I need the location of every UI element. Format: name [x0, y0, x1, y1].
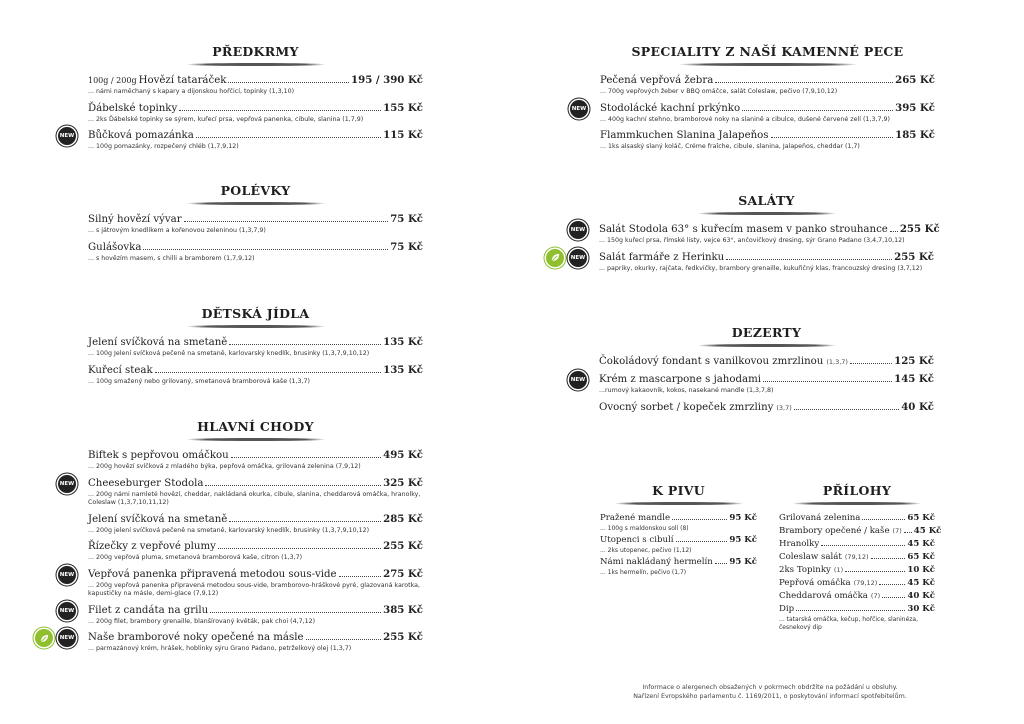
- item-price: 255 Kč: [894, 250, 934, 263]
- item-description: ... s játrovým knedlíkem a kořenovou zeleninou (1,3,7,9): [88, 227, 266, 234]
- dot-leader: [871, 558, 906, 559]
- section-title: DEZERTY: [731, 325, 802, 340]
- title-divider: [614, 502, 744, 505]
- dot-leader: [339, 576, 382, 577]
- dot-leader: [672, 519, 727, 520]
- item-line: [599, 373, 934, 386]
- item-line: [599, 401, 934, 414]
- item-price: 145 Kč: [894, 373, 934, 385]
- item-price: 495 Kč: [383, 449, 423, 461]
- menu-item: [779, 552, 935, 563]
- item-price: 95 Kč: [729, 535, 757, 545]
- item-price: 325 Kč: [383, 476, 423, 489]
- dot-leader: [796, 610, 905, 611]
- item-price: 275 Kč: [383, 567, 423, 580]
- item-description: ... 200g jelení svíčková pečeně na smetaně, karlovarský knedlík, brusinky (1,3,7,9,10,12): [88, 526, 370, 534]
- item-name: Čokoládový fondant s vanilkovou zmrzlinou: [599, 356, 824, 367]
- item-price: 75 Kč: [390, 240, 423, 253]
- item-line: [600, 535, 757, 546]
- item-line: [779, 604, 935, 615]
- item-description: ... s hovězím masem, s chilli a bramborem (1,7,9,12): [88, 254, 255, 262]
- menu-item: [600, 535, 757, 555]
- item-price: 155 Kč: [383, 101, 423, 114]
- menu-item: [88, 102, 423, 125]
- item-line: [88, 604, 423, 617]
- item-allergens: (7): [892, 527, 902, 535]
- item-price: 385 Kč: [383, 603, 423, 616]
- section-predkrmy: [59, 44, 423, 157]
- item-line: [88, 74, 423, 87]
- section-hlavni: [59, 419, 423, 659]
- item-line: [599, 223, 940, 236]
- item-name: Gulášovka: [88, 241, 142, 253]
- new-badge-icon: NEW: [570, 100, 588, 118]
- menu-item: [599, 401, 934, 414]
- dot-leader: [218, 548, 381, 549]
- item-name: Hovězí tataráček: [138, 75, 227, 86]
- section-title: PŘEDKRMY: [212, 44, 299, 59]
- item-name: Námi nakládaný hermelín: [600, 557, 713, 567]
- dot-leader: [850, 363, 892, 364]
- menu-item: [88, 213, 423, 236]
- item-description: ... 2ks utopenec, pečivo (1,12): [600, 547, 692, 554]
- menu-item: [88, 513, 423, 536]
- menu-item: [779, 565, 935, 576]
- item-price: 115 Kč: [383, 129, 423, 141]
- item-list: [570, 223, 940, 273]
- item-price: 95 Kč: [729, 557, 757, 567]
- item-description: ... 200g hovězí svíčková z mladého býka, pepřová omáčka, grilovaná zelenina (7,9,12): [88, 463, 361, 470]
- title-divider: [186, 63, 326, 66]
- menu-item: [600, 557, 757, 577]
- item-line: [600, 129, 935, 142]
- dot-leader: [862, 519, 905, 520]
- new-badge-icon: NEW: [569, 371, 587, 389]
- item-line: [88, 129, 423, 142]
- item-price: 65 Kč: [907, 513, 935, 523]
- dot-leader: [179, 110, 381, 111]
- item-line: [88, 631, 423, 644]
- item-price: 40 Kč: [901, 400, 934, 413]
- item-line: [779, 552, 935, 563]
- item-name: 2ks Topinky: [779, 565, 831, 575]
- item-price: 95 Kč: [729, 513, 757, 523]
- item-description: ... 200g vepřová panenka připravená metodou sous-vide, bramborovo-hráškové pyré, glazovaná karotka, kapustičky na másle, demi-glace (7,9,12): [88, 581, 420, 597]
- item-name: Utopenci s cibulí: [600, 535, 674, 545]
- dot-leader: [794, 409, 899, 410]
- item-name: Dip: [779, 604, 795, 614]
- dot-leader: [726, 259, 892, 260]
- item-description: ... 200g filet, brambory grenaille, blanšírovaný květák, pak choi (4,7,12): [88, 617, 316, 625]
- menu-item: [59, 603, 423, 627]
- item-list: [779, 513, 942, 632]
- item-name: Jelení svíčková na smetaně: [88, 337, 228, 348]
- dot-leader: [845, 571, 905, 572]
- menu-item: [571, 101, 935, 125]
- item-name: Jelení svíčková na smetaně: [88, 513, 228, 525]
- item-price: 255 Kč: [383, 540, 423, 552]
- new-badge-icon: NEW: [58, 602, 76, 620]
- menu-item: [570, 223, 940, 246]
- item-line: [779, 539, 935, 550]
- menu-item: [88, 336, 423, 359]
- new-badge-icon: NEW: [569, 221, 587, 239]
- item-description: ... 1ks hermelín, pečivo (1,7): [600, 569, 687, 576]
- item-description: ... papriky, okurky, rajčata, ředkvičky, brambory grenaille, kukuřičný klas, francouzský dresing (3,7,12): [599, 264, 923, 272]
- item-line: [88, 568, 423, 581]
- menu-item: [600, 129, 935, 152]
- item-description: ... 150g kuřecí prsa, římské listy, vejce 63°, ančovičkový dresing, sýr Grano Padano (3,4,7,10,12): [599, 237, 905, 244]
- new-badge-icon: NEW: [58, 629, 76, 647]
- item-name: Bůčková pomazánka: [88, 130, 194, 141]
- section-detska: [88, 306, 423, 391]
- item-line: [88, 449, 423, 462]
- item-line: [779, 526, 942, 537]
- menu-item: [570, 250, 934, 274]
- dot-leader: [676, 541, 728, 542]
- menu-item: [779, 513, 935, 524]
- menu-item: [59, 129, 423, 152]
- item-name: Pečená vepřová žebra: [600, 75, 714, 86]
- menu-item: [779, 578, 935, 589]
- item-line: [88, 364, 423, 377]
- title-divider: [186, 438, 326, 441]
- item-description: ... 2ks Ďábelské topinky se sýrem, kuřecí prsa, vepřová panenka, cibule, slanina (1,7,9): [88, 115, 364, 123]
- item-description: ... 100g pomazánky, rozpečený chléb (1,7,9,12): [88, 143, 239, 150]
- footer-line-2: Nařízení Evropského parlamentu č. 1169/2011, o poskytování informací spotřebitelům.: [633, 692, 907, 700]
- section-prilohy: [779, 483, 942, 634]
- item-line: [779, 513, 935, 524]
- item-name: Ďábelské topinky: [88, 102, 178, 114]
- item-price: 45 Kč: [907, 578, 935, 588]
- dot-leader: [904, 532, 912, 533]
- item-allergens: (3,7): [776, 403, 792, 412]
- item-name: Silný hovězí vývar: [88, 214, 182, 225]
- item-description: ...rumový kakaovník, kokos, nasekané mandle (1,3,7,8): [599, 387, 774, 394]
- menu-item: [779, 591, 935, 602]
- dot-leader: [771, 137, 894, 138]
- menu-item: [779, 526, 942, 537]
- new-badge-icon: NEW: [58, 475, 76, 493]
- item-name: Cheddarová omáčka: [779, 591, 868, 601]
- item-description: ... 100g Jelení svíčková pečeně na smetaně, karlovarský knedlík, brusinky (1,3,7,9,10,12): [88, 350, 370, 357]
- menu-item: [600, 513, 757, 533]
- item-name: Ovocný sorbet / kopeček zmrzliny: [599, 401, 774, 413]
- item-portion: 100g / 200g: [88, 76, 137, 85]
- item-name: Pepřová omáčka: [779, 578, 851, 588]
- new-badge-icon: NEW: [58, 566, 76, 584]
- item-name: Cheeseburger Stodola: [88, 477, 204, 489]
- new-badge-icon: NEW: [569, 249, 587, 267]
- section-title: HLAVNÍ CHODY: [197, 419, 314, 434]
- item-name: Vepřová panenka připravená metodou sous-vide: [88, 568, 337, 580]
- item-description: ... námi naměchaný s kapary a dijonskou hořčicí, topinky (1,3,10): [88, 88, 295, 95]
- dot-leader: [882, 597, 905, 598]
- item-line: [88, 477, 423, 490]
- title-divider: [697, 344, 837, 347]
- item-name: Salát farmáře z Herinku: [599, 251, 725, 263]
- item-price: 255 Kč: [383, 631, 423, 643]
- section-polevky: [88, 183, 423, 268]
- item-price: 30 Kč: [907, 604, 935, 614]
- item-name: Stodolácké kachní prkýnko: [600, 102, 741, 114]
- item-name: Biftek s pepřovou omáčkou: [88, 450, 229, 461]
- item-line: [600, 557, 757, 568]
- item-price: 10 Kč: [907, 565, 935, 575]
- menu-item: [88, 364, 423, 387]
- item-line: [88, 213, 423, 226]
- item-description: ... 100g s maldonskou solí (8): [600, 525, 689, 532]
- title-divider: [678, 63, 858, 66]
- section-title: DĚTSKÁ JÍDLA: [201, 306, 310, 321]
- item-line: [600, 74, 935, 87]
- item-line: [779, 591, 935, 602]
- item-description: ... 700g vepřových žeber v BBQ omáčce, salát Coleslaw, pečivo (7,9,10,12): [600, 88, 838, 95]
- section-title: SALÁTY: [738, 193, 795, 208]
- allergen-footer: [620, 684, 920, 701]
- item-name: Flammkuchen Slanina Jalapeňos: [600, 130, 769, 141]
- item-line: [88, 513, 423, 526]
- item-price: 265 Kč: [895, 74, 935, 86]
- title-divider: [697, 212, 837, 215]
- dot-leader: [763, 381, 892, 382]
- item-list: [59, 449, 423, 654]
- item-price: 45 Kč: [913, 526, 942, 536]
- item-name: Brambory opečené / kaše: [779, 526, 890, 536]
- dot-leader: [229, 344, 381, 345]
- item-line: [88, 336, 423, 349]
- item-description: ... 200g vepřová pluma, smetanová bramborová kaše, citron (1,3,7): [88, 554, 303, 561]
- dot-leader: [205, 485, 381, 486]
- item-name: Salát Stodola 63° s kuřecím masem v panko strouhance: [599, 224, 888, 235]
- item-price: 45 Kč: [907, 539, 935, 549]
- item-description: ... 100g smažený nebo grilovaný, smetanová bramborová kaše (1,3,7): [88, 377, 311, 385]
- item-allergens: (7): [870, 592, 881, 600]
- item-description: ... 400g kachní stehno, bramborové noky na slanině a cibulce, dušené červené zelí (1,3,7,9): [600, 115, 890, 123]
- vegetarian-leaf-icon: [35, 629, 53, 647]
- item-list: [570, 355, 934, 414]
- item-price: 255 Kč: [899, 223, 940, 235]
- item-line: [600, 102, 935, 115]
- menu-item: [88, 74, 423, 97]
- item-name: Filet z candáta na grilu: [88, 604, 209, 616]
- dot-leader: [196, 137, 381, 138]
- title-divider: [186, 325, 326, 328]
- dot-leader: [306, 639, 382, 640]
- menu-item: [779, 604, 935, 632]
- item-name: Krém z mascarpone s jahodami: [599, 374, 762, 385]
- item-name: Pražené mandle: [600, 513, 671, 523]
- menu-item: [59, 631, 423, 654]
- item-line: [88, 241, 423, 254]
- item-price: 75 Kč: [390, 213, 423, 225]
- item-price: 40 Kč: [907, 591, 935, 601]
- item-list: [88, 213, 423, 263]
- menu-item: [570, 373, 934, 396]
- menu-item: [88, 241, 423, 264]
- item-allergens: (1,3,7): [826, 358, 848, 366]
- item-line: [600, 513, 757, 524]
- section-speciality: [571, 44, 935, 157]
- title-divider: [792, 502, 922, 505]
- menu-item: [59, 567, 423, 599]
- dot-leader: [229, 521, 381, 522]
- item-price: 395 Kč: [895, 101, 935, 114]
- item-price: 185 Kč: [895, 129, 935, 141]
- menu-item: [59, 476, 423, 508]
- item-description: ... tatarská omáčka, kečup, hořčice, slaninéza, česnekový dip: [779, 616, 919, 631]
- menu-item: [779, 539, 935, 550]
- dot-leader: [890, 231, 898, 232]
- dot-leader: [210, 612, 381, 613]
- dot-leader: [184, 221, 389, 222]
- item-allergens: (1): [833, 566, 844, 574]
- item-line: [88, 102, 423, 115]
- item-line: [88, 540, 423, 553]
- menu-item: [88, 449, 423, 472]
- dot-leader: [143, 249, 388, 250]
- title-divider: [186, 202, 326, 205]
- section-title: SPECIALITY Z NAŠÍ KAMENNÉ PECE: [631, 44, 904, 59]
- dot-leader: [715, 82, 893, 83]
- menu-item: [600, 74, 935, 97]
- item-price: 65 Kč: [907, 552, 935, 562]
- item-description: ... parmazánový krém, hrášek, hoblinky sýru Grano Padano, petrželkový olej (1,3,7): [88, 645, 352, 652]
- item-price: 135 Kč: [383, 363, 423, 376]
- section-dezerty: [570, 325, 934, 419]
- item-list: [88, 336, 423, 386]
- dot-leader: [155, 372, 381, 373]
- item-name: Kuřecí steak: [88, 364, 153, 376]
- section-title: K PIVU: [652, 483, 705, 498]
- item-name: Grilovaná zelenina: [779, 513, 861, 523]
- menu-item: [88, 540, 423, 563]
- new-badge-icon: NEW: [58, 127, 76, 145]
- section-salaty: [570, 193, 940, 278]
- dot-leader: [231, 457, 381, 458]
- item-line: [599, 251, 934, 264]
- item-list: [571, 74, 935, 152]
- item-description: ... 200g námi namleté hovězí, cheddar, nakládaná okurka, cibule, slanina, cheddarová omáčka, hranolky, Coleslaw (1,3,7,10,11,12): [88, 490, 421, 506]
- vegetarian-leaf-icon: [546, 249, 564, 267]
- item-price: 135 Kč: [383, 336, 423, 348]
- section-title: PŘÍLOHY: [822, 483, 892, 498]
- item-name: Naše bramborové noky opečené na másle: [88, 632, 304, 643]
- section-title: POLÉVKY: [220, 183, 291, 198]
- item-price: 125 Kč: [894, 355, 934, 367]
- dot-leader: [821, 545, 905, 546]
- footer-line-1: Informace o alergenech obsažených v pokrmech obdržíte na požádání u obsluhy.: [642, 684, 898, 691]
- item-name: Hranolky: [779, 539, 820, 549]
- item-price: 285 Kč: [383, 512, 423, 525]
- item-list: [600, 513, 757, 577]
- item-list: [59, 74, 423, 152]
- item-line: [779, 578, 935, 589]
- item-allergens: (79,12): [853, 579, 878, 587]
- dot-leader: [715, 563, 728, 564]
- dot-leader: [228, 82, 349, 83]
- item-allergens: (79,12): [844, 553, 869, 561]
- item-description: ... 1ks alsaský slaný koláč, Créme fraîche, cibule, slanina, Jalapeňos, cheddar (1,7): [600, 143, 860, 150]
- menu-item: [599, 355, 934, 368]
- section-kpivu: [600, 483, 757, 579]
- item-price: 195 / 390 Kč: [351, 74, 423, 86]
- item-name: Řízečky z vepřové plumy: [88, 541, 216, 552]
- item-line: [599, 355, 934, 368]
- dot-leader: [879, 584, 905, 585]
- item-line: [779, 565, 935, 576]
- item-name: Coleslaw salát: [779, 552, 842, 562]
- dot-leader: [742, 110, 893, 111]
